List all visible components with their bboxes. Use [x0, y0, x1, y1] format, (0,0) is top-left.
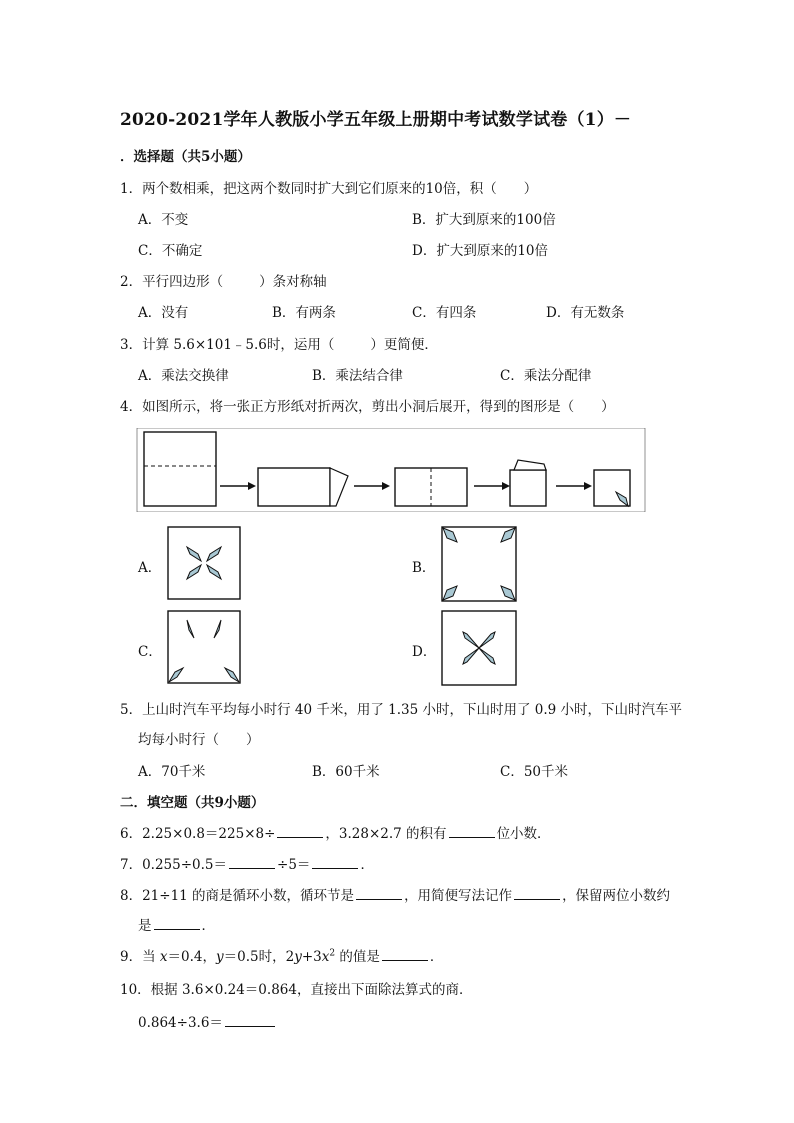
- question-2-stem: [120, 270, 327, 290]
- question-4-option-b-figure[interactable]: [441, 526, 517, 602]
- question-6: [120, 822, 551, 842]
- section-heading-choice: ．选择题（共5小题）: [120, 149, 251, 165]
- question-10-blank[interactable]: [225, 1013, 275, 1027]
- page-title: 2020-2021学年人教版小学五年级上册期中考试数学试卷（1）－: [120, 110, 632, 130]
- question-5-stem-line2: 均每小时行（ ）: [138, 732, 260, 748]
- question-10-stem: 10．根据 3.6×0.24＝0.864，直接出下面除法算式的商．: [120, 982, 473, 998]
- question-9-var-y: y: [216, 949, 224, 965]
- question-1-option-d[interactable]: D．扩大到原来的10倍: [412, 243, 549, 259]
- question-1-option-a[interactable]: A．不变: [138, 212, 189, 228]
- question-9-part-1: 9．当: [120, 949, 160, 965]
- question-1-option-c[interactable]: C．不确定: [138, 243, 203, 259]
- question-3-stem-post: ）更简便．: [370, 337, 438, 353]
- question-9-var-y2: y: [294, 949, 302, 965]
- question-6-part-1: 6．2.25×0.8＝225×8÷: [120, 826, 276, 842]
- question-9: [120, 945, 443, 965]
- question-6-blank-2[interactable]: [449, 824, 495, 838]
- question-6-blank-1[interactable]: [277, 824, 323, 838]
- question-7-part-2: ÷5＝: [277, 857, 311, 873]
- question-6-part-2: ，3.28×2.7 的积有: [325, 826, 447, 842]
- question-8-part-3: ，保留两位小数约: [562, 888, 671, 904]
- question-4-option-d-label[interactable]: D．: [412, 644, 437, 660]
- question-4-option-d-figure[interactable]: [441, 610, 517, 686]
- question-9-part-2: ＝0.4，: [167, 949, 216, 965]
- fold-step-4: [510, 470, 546, 506]
- question-9-part-4: +3: [301, 949, 322, 965]
- question-2-option-b[interactable]: B．有两条: [272, 305, 336, 321]
- question-10-line: [138, 1011, 277, 1031]
- fold-step-2: [258, 468, 330, 506]
- question-9-part-3: ＝0.5时，2: [223, 949, 295, 965]
- question-8-blank-2[interactable]: [514, 886, 560, 900]
- question-2-option-c[interactable]: C．有四条: [412, 305, 477, 321]
- question-9-part-6: ．: [429, 949, 444, 965]
- question-5-stem-line1: 5．上山时汽车平均每小时行 40 千米，用了 1.35 小时，下山时用了 0.9 小时，下山时汽车平: [120, 702, 683, 718]
- question-8-line1: [120, 884, 670, 904]
- section-heading-fill: 二．填空题（共9小题）: [120, 795, 265, 811]
- question-7: [120, 853, 374, 873]
- question-3-option-c[interactable]: C．乘法分配律: [500, 368, 592, 384]
- question-3-stem: [120, 333, 438, 353]
- question-10-expression: 0.864÷3.6＝: [138, 1015, 223, 1031]
- question-8-part-4: 是: [138, 918, 152, 934]
- question-2-stem-pre: 2．平行四边形（: [120, 274, 224, 290]
- question-5-option-c[interactable]: C．50千米: [500, 764, 569, 780]
- question-2-option-d[interactable]: D．有无数条: [546, 305, 625, 321]
- question-2-stem-post: ）条对称轴: [259, 274, 327, 290]
- question-9-part-5: 的值是: [335, 949, 380, 965]
- fold-step-1: [144, 432, 216, 506]
- question-6-part-3: 位小数．: [496, 826, 551, 842]
- question-7-blank-1[interactable]: [229, 855, 275, 869]
- question-3-stem-pre: 3．计算 5.6×101﹣5.6时，运用（: [120, 337, 335, 353]
- question-9-var-x: x: [159, 949, 168, 965]
- question-4-stem: 4．如图所示，将一张正方形纸对折两次，剪出小洞后展开，得到的图形是（ ）: [120, 399, 615, 415]
- question-3-option-a[interactable]: A．乘法交换律: [138, 368, 229, 384]
- question-8-blank-3[interactable]: [154, 916, 200, 930]
- question-2-option-a[interactable]: A．没有: [138, 305, 189, 321]
- question-4-option-b-label[interactable]: B．: [412, 560, 436, 576]
- question-8-part-1: 8．21÷11 的商是循环小数，循环节是: [120, 888, 355, 904]
- question-5-option-a[interactable]: A．70千米: [138, 764, 206, 780]
- question-4-option-c-label[interactable]: C．: [138, 644, 162, 660]
- question-8-part-5: ．: [201, 918, 215, 934]
- fold-step-3: [395, 468, 467, 506]
- question-7-blank-2[interactable]: [312, 855, 358, 869]
- question-8-part-2: ，用简便写法记作: [404, 888, 513, 904]
- question-3-option-b[interactable]: B．乘法结合律: [312, 368, 403, 384]
- question-9-var-x2: x: [321, 949, 330, 965]
- folding-sequence-figure: [136, 428, 646, 512]
- question-4-option-a-label[interactable]: A．: [138, 560, 162, 576]
- question-4-option-a-figure[interactable]: [167, 526, 241, 600]
- question-8-line2: [138, 914, 215, 934]
- question-9-blank[interactable]: [382, 947, 428, 961]
- question-1-option-b[interactable]: B．扩大到原来的100倍: [412, 212, 556, 228]
- question-4-option-c-figure[interactable]: [167, 610, 241, 684]
- question-7-part-3: ．: [360, 857, 374, 873]
- question-9-exponent: 2: [329, 948, 336, 959]
- question-8-blank-1[interactable]: [356, 886, 402, 900]
- question-1-stem: 1．两个数相乘，把这两个数同时扩大到它们原来的10倍，积（ ）: [120, 181, 538, 197]
- question-7-part-1: 7．0.255÷0.5＝: [120, 857, 228, 873]
- question-5-option-b[interactable]: B．60千米: [312, 764, 380, 780]
